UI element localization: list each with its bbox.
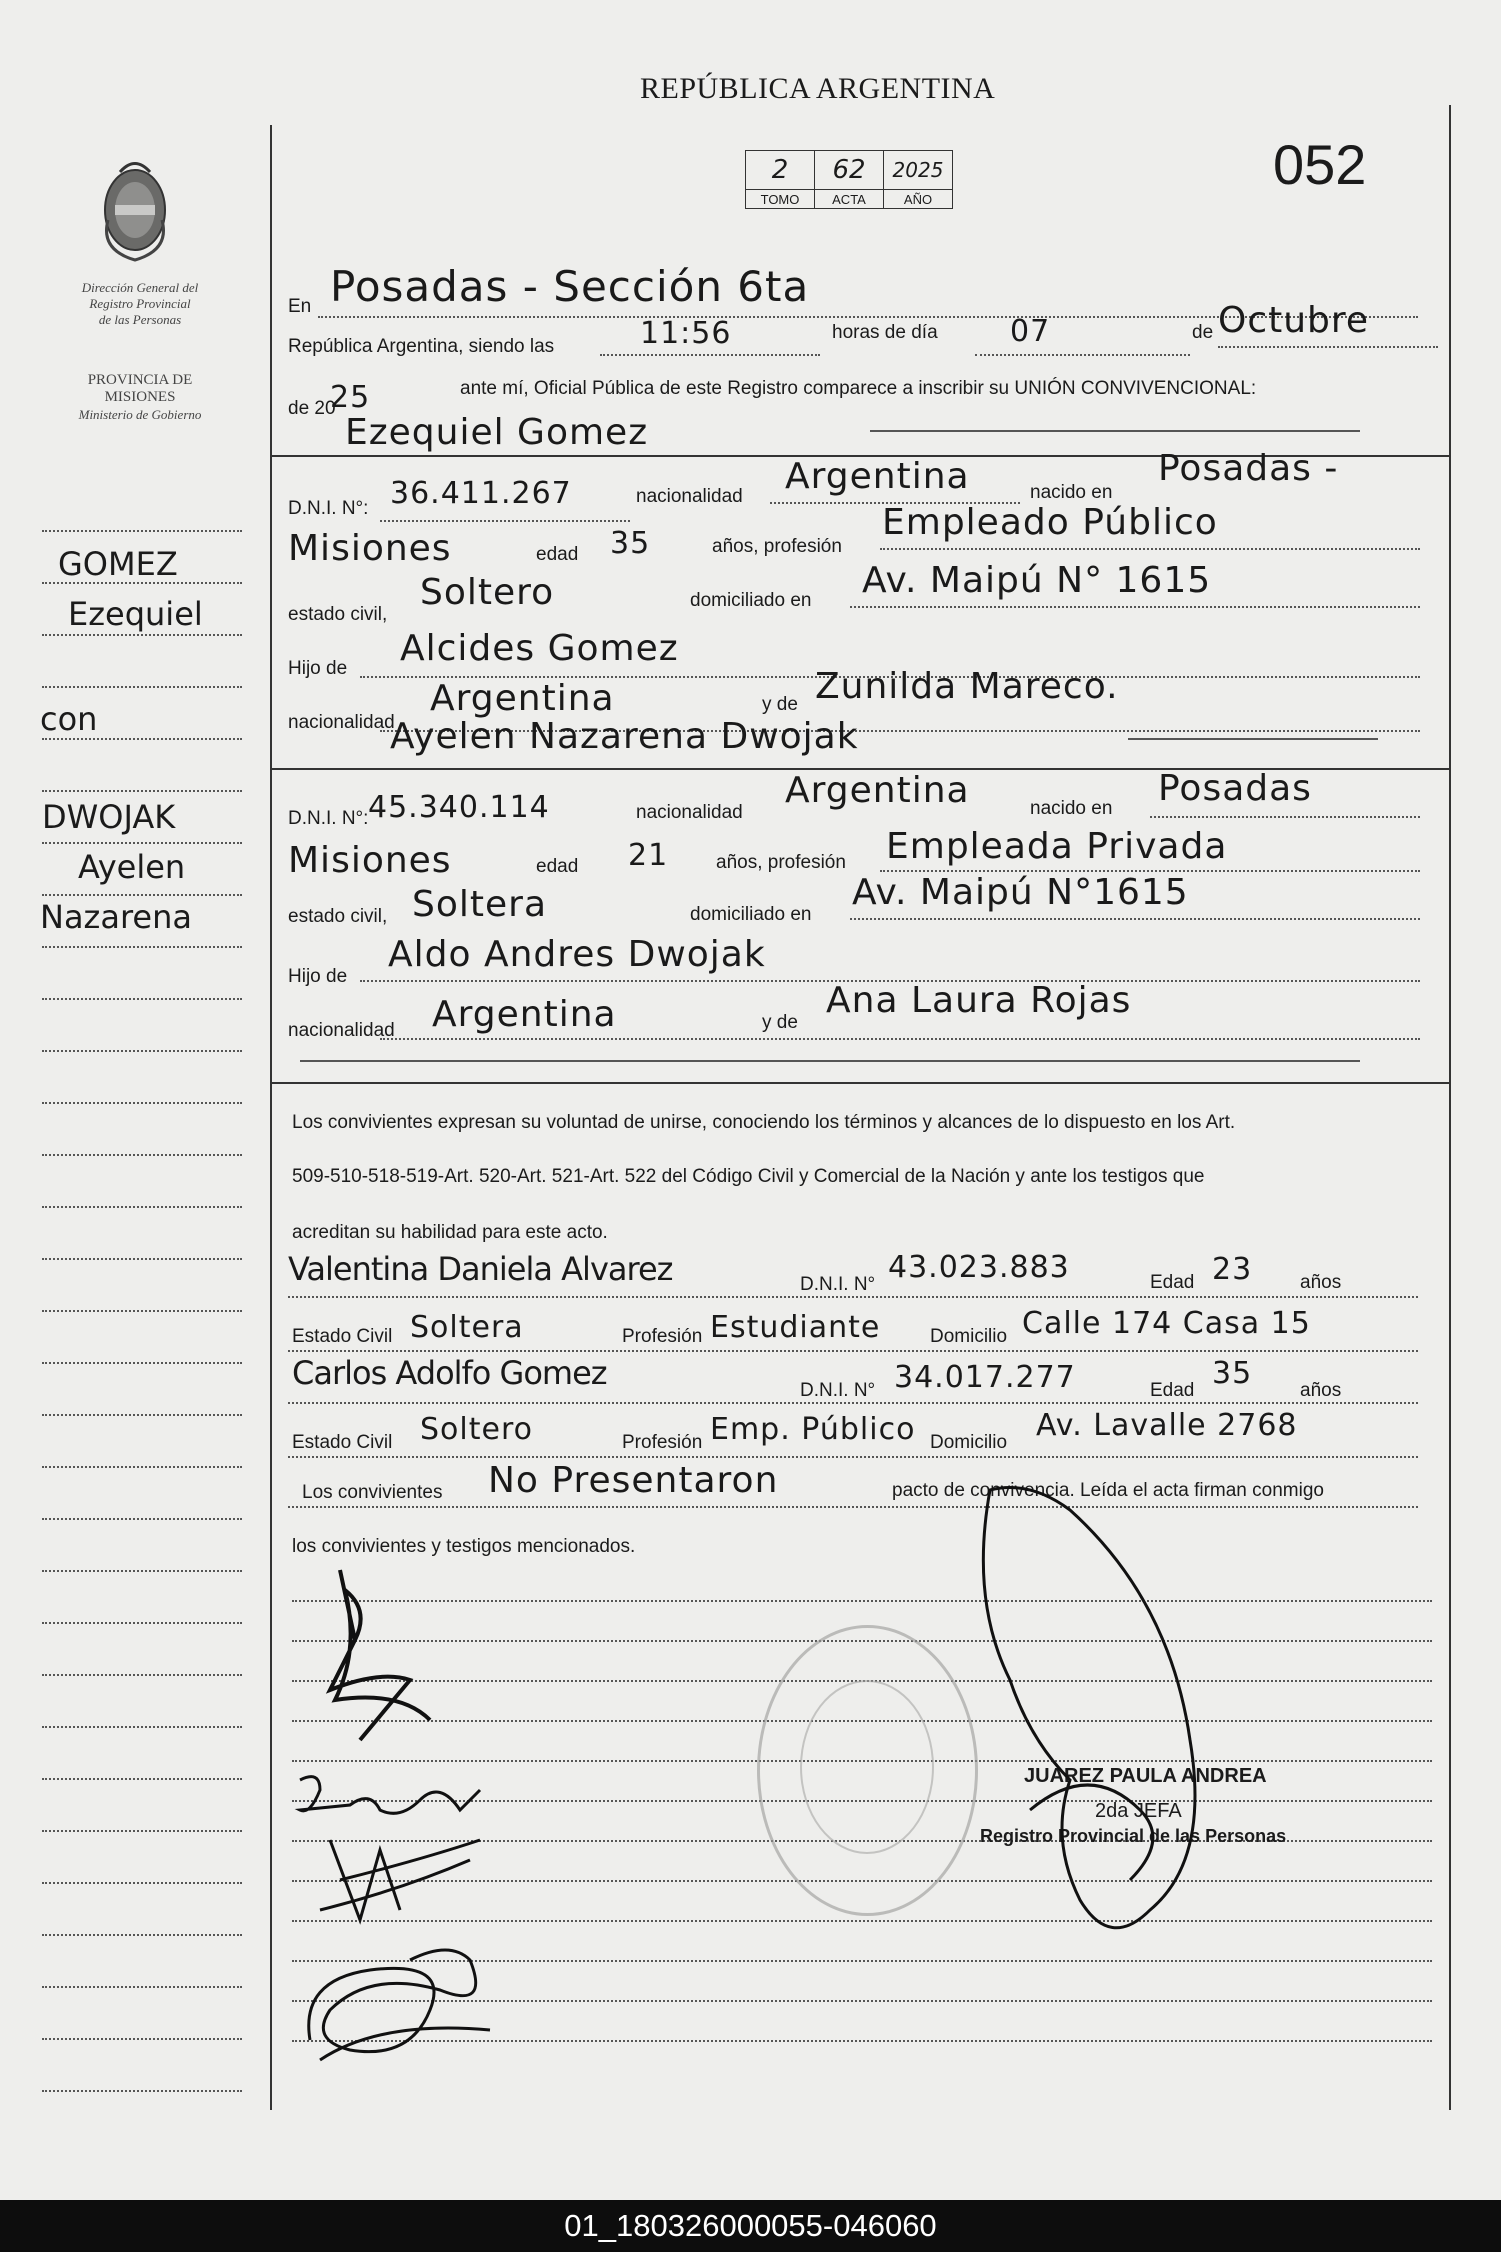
signature-4-icon xyxy=(290,1920,520,2070)
official-office: Registro Provincial de las Personas xyxy=(980,1826,1287,1846)
p1-hijo-label: Hijo de xyxy=(288,658,348,679)
dotted-line xyxy=(850,918,1420,920)
p1-domicilio-label: domiciliado en xyxy=(690,590,812,611)
margin-ruled-line xyxy=(42,1726,242,1728)
p2-birthplace2-value: Misiones xyxy=(288,840,452,881)
w1-profesion-label: Profesión xyxy=(622,1326,703,1347)
w1-anios-label: años xyxy=(1300,1272,1342,1293)
p1-yde-label: y de xyxy=(762,694,798,715)
p1-father-value: Alcides Gomez xyxy=(400,628,679,669)
p2-parent-nationality: Argentina xyxy=(432,994,617,1035)
p2-birthplace-value: Posadas xyxy=(1158,768,1312,809)
margin-ruled-line xyxy=(42,842,242,844)
statement-line1: Los convivientes expresan su voluntad de unirse, conociendo los términos y alcances de lo dispuesto en los Art. xyxy=(292,1112,1236,1133)
p2-nacido-label: nacido en xyxy=(1030,798,1113,819)
record-number-table xyxy=(745,150,953,209)
p2-domicilio-label: domiciliado en xyxy=(690,904,812,925)
witness1-dni: 43.023.883 xyxy=(888,1250,1070,1285)
witness2-civil: Soltero xyxy=(420,1412,533,1447)
dotted-line xyxy=(288,1350,1418,1352)
p2-dni-label: D.N.I. N°: xyxy=(288,808,369,829)
anio-value: 2025 xyxy=(884,151,953,190)
w2-domicilio-label: Domicilio xyxy=(930,1432,1008,1453)
left-border xyxy=(270,125,272,2110)
p2-father-value: Aldo Andres Dwojak xyxy=(388,934,766,975)
margin-ruled-line xyxy=(42,1258,242,1260)
w1-domicilio-label: Domicilio xyxy=(930,1326,1008,1347)
p1-address-value: Av. Maipú N° 1615 xyxy=(862,560,1212,601)
dotted-line xyxy=(380,1038,1420,1040)
signature-ruled-line xyxy=(292,1600,1432,1602)
w1-estado-label: Estado Civil xyxy=(292,1326,393,1347)
p1-birthplace-value: Posadas - xyxy=(1158,448,1339,489)
p1-nac-parent-label: nacionalidad xyxy=(288,712,395,733)
p1-nationality-value: Argentina xyxy=(785,456,970,497)
year-prefix: de 20 xyxy=(288,398,336,419)
dotted-line xyxy=(288,1296,1418,1298)
statement-line3: acreditan su habilidad para este acto. xyxy=(292,1222,608,1243)
margin-ruled-line xyxy=(42,1674,242,1676)
margin-ruled-line xyxy=(42,1778,242,1780)
section-divider xyxy=(270,1082,1451,1084)
margin-name2-last: DWOJAK xyxy=(42,798,176,836)
margin-name2-middle: Nazarena xyxy=(40,898,192,936)
p1-estado-label: estado civil, xyxy=(288,604,388,625)
right-border xyxy=(1449,105,1451,2110)
acta-value: 62 xyxy=(815,151,884,190)
w2-profesion-label: Profesión xyxy=(622,1432,703,1453)
statement-line2: 509-510-518-519-Art. 520-Art. 521-Art. 522 del Código Civil y Comercial de la Nación y ante los testigos que xyxy=(292,1166,1205,1187)
institution-name: Dirección General del Registro Provincial de las Personas xyxy=(81,280,199,327)
dotted-line xyxy=(880,548,1420,550)
margin-name1-last: GOMEZ xyxy=(58,545,178,583)
provincial-coat-of-arms-icon xyxy=(90,150,180,270)
signature-1-icon xyxy=(300,1550,460,1750)
p1-nacido-label: nacido en xyxy=(1030,482,1113,503)
closing-prefix: Los convivientes xyxy=(302,1482,443,1503)
de-label: de xyxy=(1192,322,1214,343)
person2-name-header: Ayelen Nazarena Dwojak xyxy=(390,716,859,757)
p2-estado-label: estado civil, xyxy=(288,906,388,927)
sheet-number: 052 xyxy=(1273,133,1367,196)
p2-address-value: Av. Maipú N°1615 xyxy=(852,872,1189,913)
p2-hijo-label: Hijo de xyxy=(288,966,348,987)
witness1-age: 23 xyxy=(1212,1252,1253,1287)
time-value: 11:56 xyxy=(640,316,732,351)
official-title: 2da JEFA xyxy=(1095,1800,1182,1822)
margin-ruled-line xyxy=(42,1986,242,1988)
day-value: 07 xyxy=(1010,314,1051,349)
margin-ruled-line xyxy=(42,1310,242,1312)
dotted-line xyxy=(1128,738,1378,740)
w2-anios-label: años xyxy=(1300,1380,1342,1401)
margin-ruled-line xyxy=(42,1934,242,1936)
tomo-value: 2 xyxy=(746,151,815,190)
w2-dni-label: D.N.I. N° xyxy=(800,1380,876,1401)
dotted-line xyxy=(380,520,630,522)
witness1-address: Calle 174 Casa 15 xyxy=(1022,1306,1311,1341)
p1-mother-value: Zunilda Mareco. xyxy=(815,666,1119,707)
margin-ruled-line xyxy=(42,1622,242,1624)
w1-edad-label: Edad xyxy=(1150,1272,1195,1293)
margin-ruled-line xyxy=(42,1882,242,1884)
margin-ruled-line xyxy=(42,2038,242,2040)
margin-ruled-line xyxy=(42,530,242,532)
acta-label: ACTA xyxy=(815,190,884,209)
p1-age-value: 35 xyxy=(610,526,651,561)
p1-profession-value: Empleado Público xyxy=(882,502,1218,543)
margin-ruled-line xyxy=(42,1466,242,1468)
margin-ruled-line xyxy=(42,1102,242,1104)
closing-suffix: pacto de convivencia. Leída el acta firman conmigo xyxy=(892,1480,1324,1501)
scan-id-footer: 01_180326000055-046060 xyxy=(0,2200,1501,2252)
p1-edad-label: edad xyxy=(536,544,579,565)
margin-ruled-line xyxy=(42,998,242,1000)
witness1-civil: Soltera xyxy=(410,1310,524,1345)
horas-label: horas de día xyxy=(832,322,938,343)
margin-name2-first: Ayelen xyxy=(78,848,186,886)
p1-dni-label: D.N.I. N°: xyxy=(288,498,369,519)
w2-edad-label: Edad xyxy=(1150,1380,1195,1401)
p1-anios-label: años, profesión xyxy=(712,536,842,557)
closing-line2: los convivientes y testigos mencionados. xyxy=(292,1536,636,1557)
margin-ruled-line xyxy=(42,1414,242,1416)
margin-ruled-line xyxy=(42,1154,242,1156)
p2-mother-value: Ana Laura Rojas xyxy=(826,980,1132,1021)
dotted-line xyxy=(975,354,1190,356)
signature-3-icon xyxy=(300,1820,500,1930)
p1-nacionalidad-label: nacionalidad xyxy=(636,486,743,507)
witness2-address: Av. Lavalle 2768 xyxy=(1036,1408,1298,1443)
margin-connector: con xyxy=(40,700,98,738)
p1-dni-value: 36.411.267 xyxy=(390,476,572,511)
margin-ruled-line xyxy=(42,2090,242,2092)
margin-ruled-line xyxy=(42,1206,242,1208)
witness2-profession: Emp. Público xyxy=(710,1412,916,1447)
margin-ruled-line xyxy=(42,1570,242,1572)
dotted-line xyxy=(850,606,1420,608)
p2-yde-label: y de xyxy=(762,1012,798,1033)
tomo-label: TOMO xyxy=(746,190,815,209)
dotted-line xyxy=(600,354,820,356)
p2-nac-parent-label: nacionalidad xyxy=(288,1020,395,1041)
witness2-name: Carlos Adolfo Gomez xyxy=(292,1354,607,1392)
dotted-line xyxy=(1218,346,1438,348)
person1-name-header: Ezequiel Gomez xyxy=(345,412,649,453)
margin-ruled-line xyxy=(42,1518,242,1520)
province-name: PROVINCIA DE MISIONES Ministerio de Gobierno xyxy=(78,372,202,422)
witness1-name: Valentina Daniela Alvarez xyxy=(288,1250,673,1288)
margin-ruled-line xyxy=(42,634,242,636)
margin-ruled-line xyxy=(42,738,242,740)
p2-dni-value: 45.340.114 xyxy=(368,790,550,825)
margin-ruled-line xyxy=(42,686,242,688)
year-suffix: 25 xyxy=(330,380,371,415)
dotted-line xyxy=(870,430,1360,432)
margin-ruled-line xyxy=(42,946,242,948)
margin-name1-first: Ezequiel xyxy=(68,595,203,633)
place-value: Posadas - Sección 6ta xyxy=(330,262,810,311)
p2-nationality-value: Argentina xyxy=(785,770,970,811)
p2-age-value: 21 xyxy=(628,838,669,873)
dotted-line xyxy=(300,1060,1360,1062)
p1-parent-nationality: Argentina xyxy=(430,678,615,719)
closing-pact: No Presentaron xyxy=(488,1460,779,1501)
declaration-text: ante mí, Oficial Pública de este Registro comparece a inscribir su UNIÓN CONVIVENCIONAL: xyxy=(460,378,1257,399)
anio-label: AÑO xyxy=(884,190,953,209)
dotted-line xyxy=(288,1456,1418,1458)
margin-ruled-line xyxy=(42,894,242,896)
signature-official-icon xyxy=(970,1480,1250,1980)
p2-nacionalidad-label: nacionalidad xyxy=(636,802,743,823)
p2-anios-label: años, profesión xyxy=(716,852,846,873)
republic-label: República Argentina, siendo las xyxy=(288,336,555,357)
month-value: Octubre xyxy=(1218,300,1370,341)
witness2-dni: 34.017.277 xyxy=(894,1360,1076,1395)
margin-ruled-line xyxy=(42,1830,242,1832)
p2-civil-value: Soltera xyxy=(412,884,548,925)
document-title: REPÚBLICA ARGENTINA xyxy=(640,72,996,105)
w1-dni-label: D.N.I. N° xyxy=(800,1274,876,1295)
p2-profession-value: Empleada Privada xyxy=(886,826,1228,867)
dotted-line xyxy=(288,1402,1418,1404)
margin-ruled-line xyxy=(42,1050,242,1052)
margin-ruled-line xyxy=(42,790,242,792)
p1-civil-value: Soltero xyxy=(420,572,555,613)
official-name: JUAREZ PAULA ANDREA xyxy=(1024,1765,1267,1787)
p2-edad-label: edad xyxy=(536,856,579,877)
margin-ruled-line xyxy=(42,1362,242,1364)
witness1-profession: Estudiante xyxy=(710,1310,881,1345)
witness2-age: 35 xyxy=(1212,1356,1253,1391)
en-label: En xyxy=(288,296,312,317)
dotted-line xyxy=(1150,816,1420,818)
p1-birthplace2-value: Misiones xyxy=(288,528,452,569)
w2-estado-label: Estado Civil xyxy=(292,1432,393,1453)
official-stamp-inner xyxy=(800,1680,934,1854)
